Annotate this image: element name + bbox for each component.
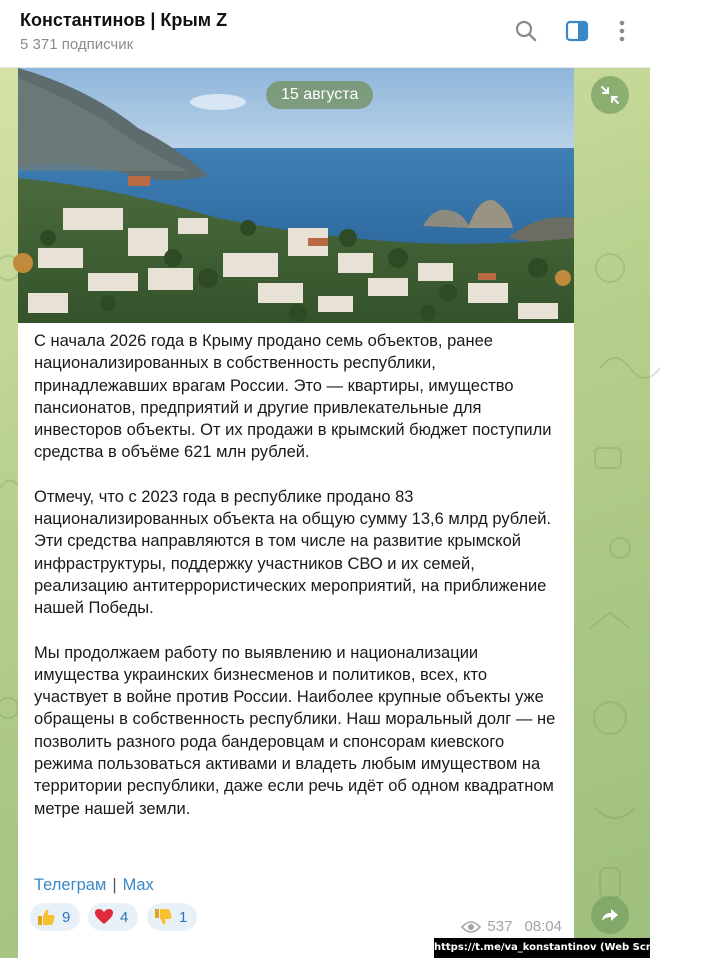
post-paragraph-3: Мы продолжаем работу по выявлению и национализации имущества украинских бизнесменов и политиков, всех, кто участвует в войне против России. Наиболее крупные объекты уже обращены в собственность республики. Наш моральный долг — не позволить разного рода бандеровцам и спонсорам киевского режима пользоваться активами и владеть любым имуществом на территории республики, даже если речь идёт об одном квадратном метре нашей земли. [34,643,556,818]
post-paragraph-1: С начала 2026 года в Крыму продано семь объектов, ранее национализированных в собственность республики, принадлежавших врагам России. Это — квартиры, имущество пансионатов, предприятий и другие привлекательные для инвесторов объекты. От их продажи в крымский бюджет поступили средства в объёме 621 млн рублей. [34,332,552,462]
telegram-link[interactable]: Телеграм [34,876,107,894]
post-links [34,876,154,895]
message-bubble [18,68,574,958]
more-vertical-icon[interactable] [609,18,635,44]
share-arrow-icon [600,905,620,925]
post-time: 08:04 [524,918,562,935]
post-text [34,330,559,842]
search-icon[interactable] [513,18,539,44]
collapse-button[interactable] [591,76,629,114]
date-badge: 15 августа [266,81,373,109]
subscriber-count: 5 371 подписчик [20,36,134,53]
sidebar-toggle-icon[interactable] [564,18,590,44]
share-button[interactable] [591,896,629,934]
reaction-thumbs-up[interactable] [30,903,80,931]
source-watermark: https://t.me/va_konstantinov (Web Screenshot) [434,938,650,958]
reaction-count: 4 [120,908,129,926]
reaction-count: 1 [179,908,188,926]
reaction-thumbs-down[interactable] [147,903,197,931]
reaction-heart[interactable] [88,903,138,931]
reaction-count: 9 [62,908,71,926]
max-link[interactable]: Max [122,876,154,894]
thumbs-up-icon [36,907,56,927]
heart-icon [94,907,114,927]
view-count: 537 [487,918,513,935]
post-meta [461,918,562,935]
link-separator: | [112,876,117,894]
eye-icon [461,920,481,934]
channel-header [0,0,650,68]
thumbs-down-icon [153,907,173,927]
collapse-icon [600,85,620,105]
post-paragraph-2: Отмечу, что с 2023 года в республике продано 83 национализированных объекта на общую сумму 13,6 млрд рублей. Эти средства направляются в том числе на развитие крымской инфраструктуры, поддержку участников СВО и их семей, реализацию антитеррористических мероприятий, на приближение нашей Победы. [34,487,552,618]
channel-title[interactable]: Константинов | Крым Z [20,10,228,30]
